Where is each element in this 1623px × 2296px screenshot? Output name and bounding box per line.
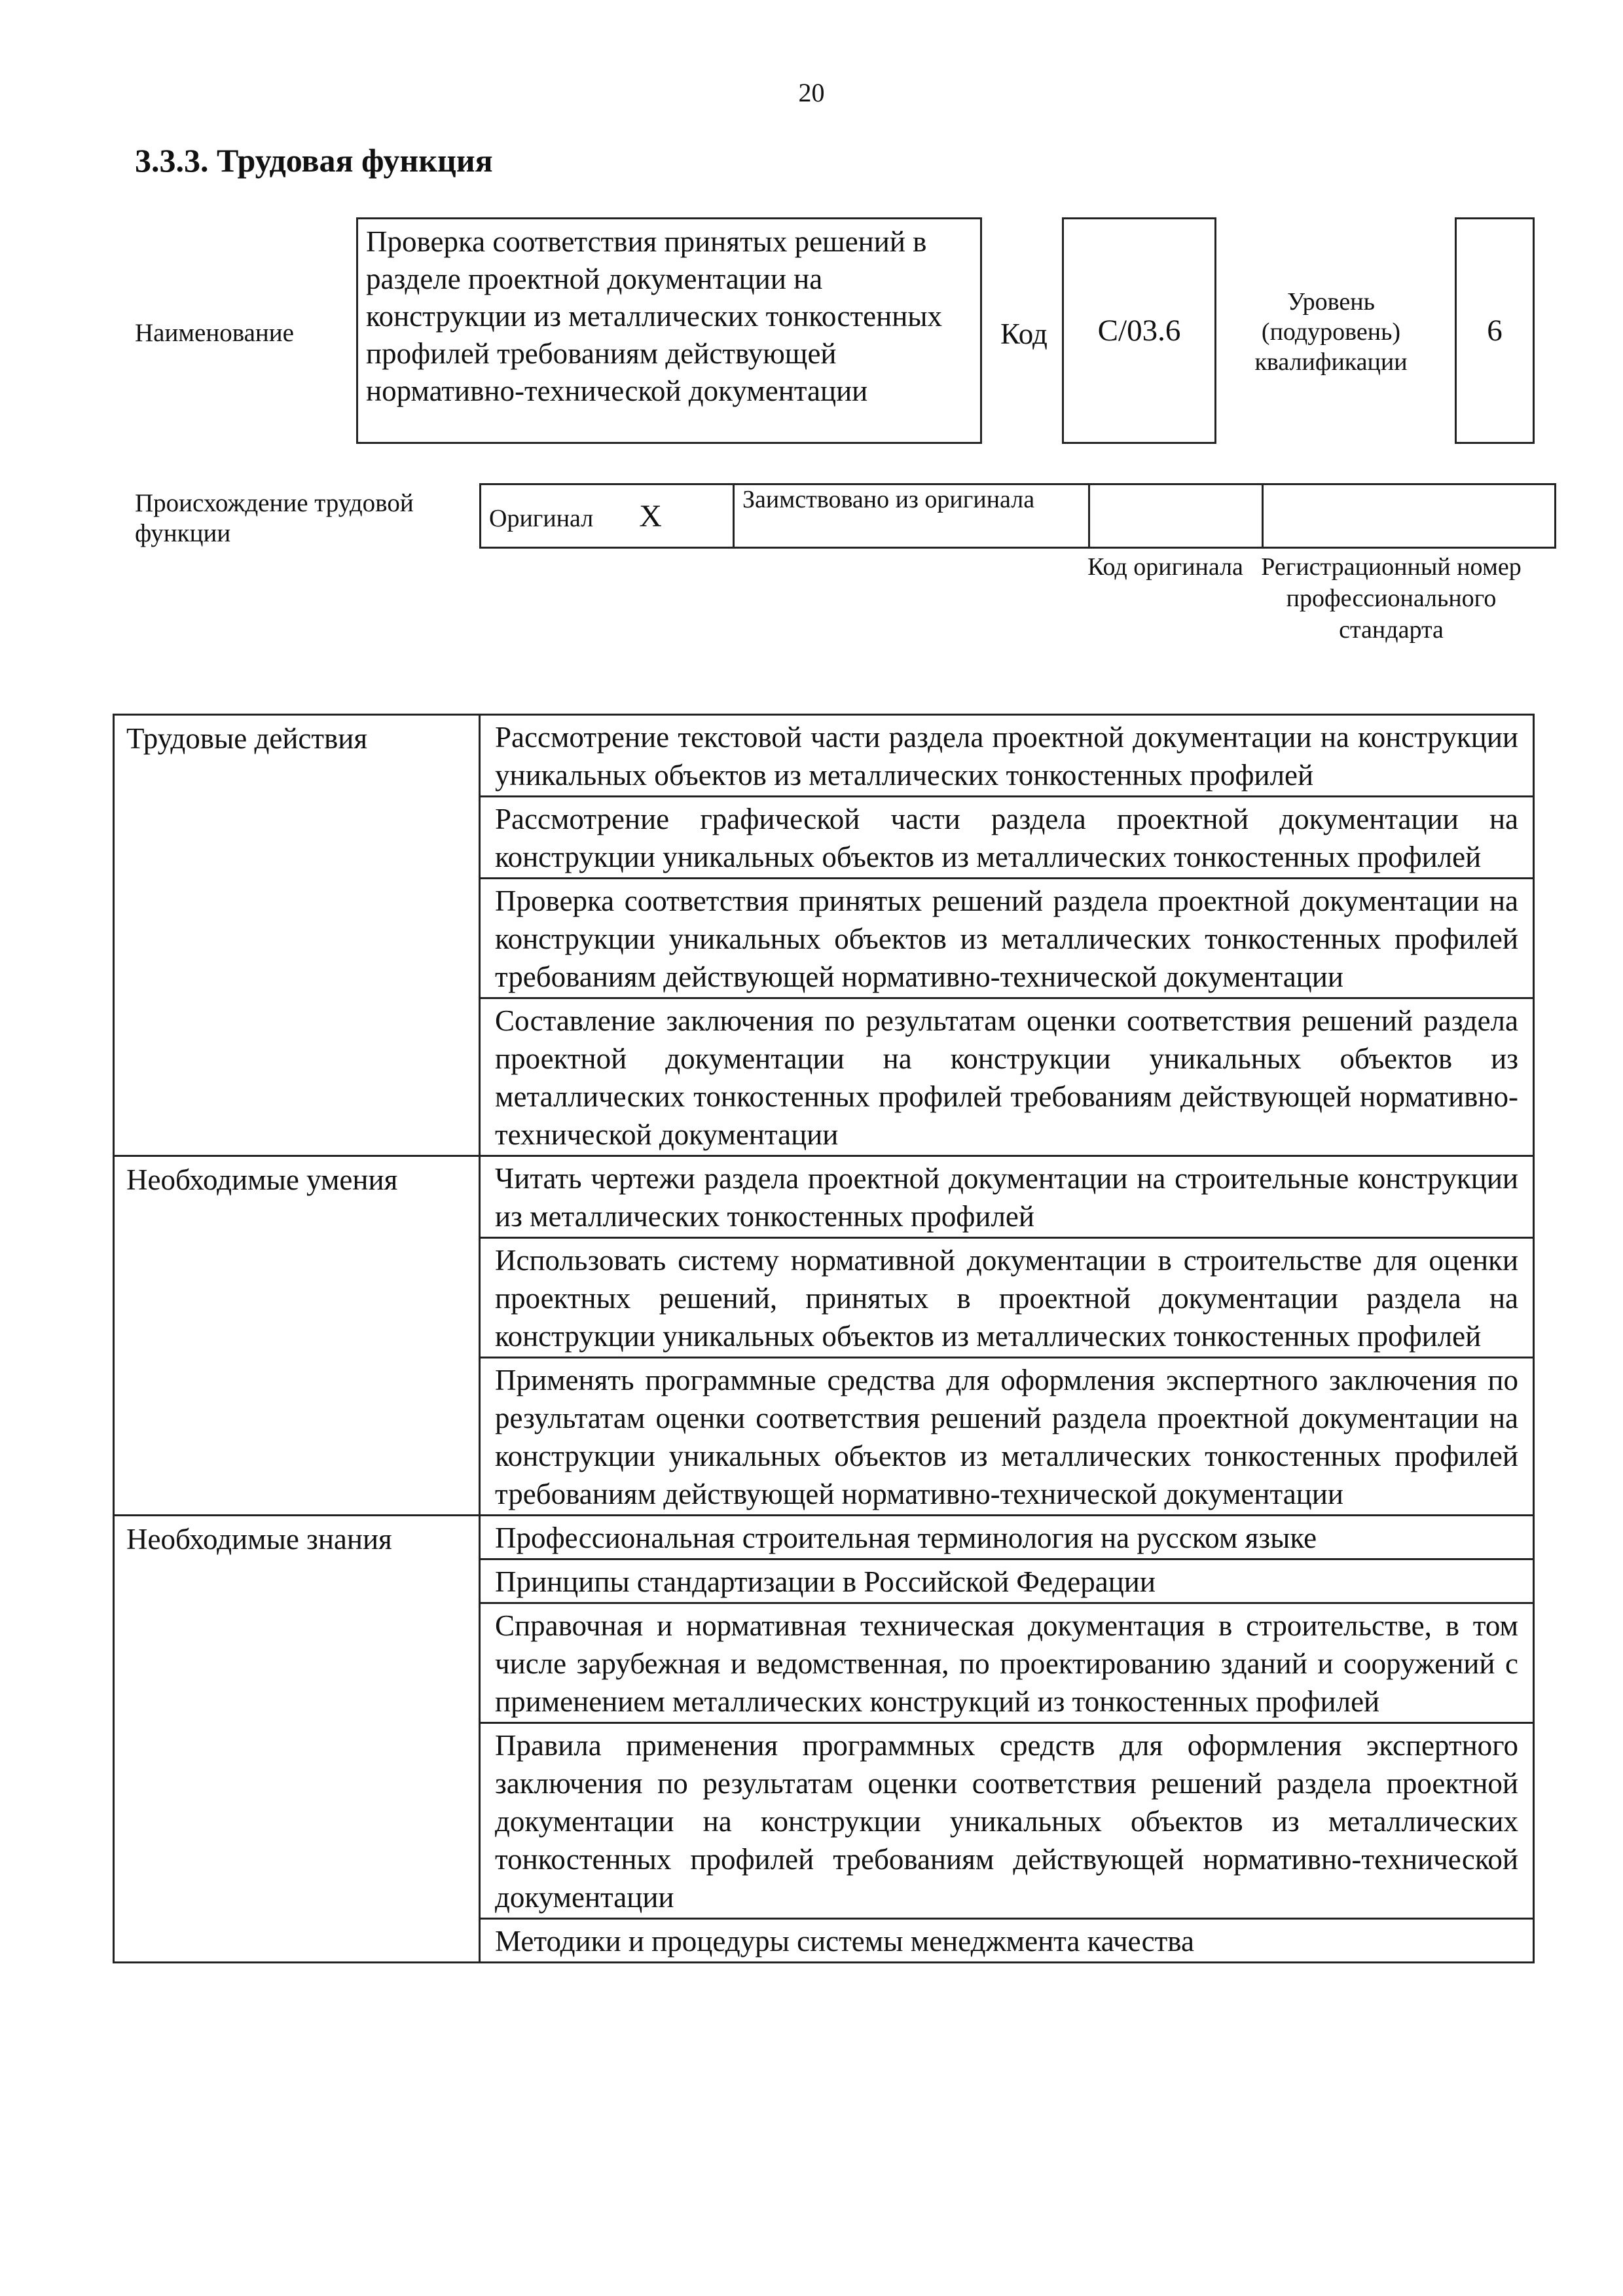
name-label: Наименование xyxy=(135,319,294,347)
section-item: Использовать систему нормативной документации в строительстве для оценки проектных решений, принятых в проектной документации раздела на конструкции уникальных объектов из металлических тонкостенных профилей xyxy=(480,1238,1534,1358)
table-row xyxy=(114,1516,1534,1559)
page-number: 20 xyxy=(798,78,825,107)
section-item: Применять программные средства для оформления экспертного заключения по результатам оценки соответствия решений раздела проектной документации на конструкции уникальных объектов из металлических тонкостенных профилей требованиям действующей нормативно-технической документации xyxy=(480,1358,1534,1516)
code-original-label: Код оригинала xyxy=(1087,553,1243,581)
function-name-box xyxy=(356,217,982,444)
origin-label: Происхождение трудовой функции xyxy=(135,489,414,547)
section-category: Необходимые умения xyxy=(114,1156,480,1516)
level-box xyxy=(1455,217,1535,444)
level-value: 6 xyxy=(1487,314,1503,348)
level-label: Уровень (подуровень) квалификации xyxy=(1254,288,1408,376)
section-item: Правила применения программных средств для оформления экспертного заключения по результатам оценки соответствия решений раздела проектной документации на конструкции уникальных объектов из металлических тонкостенных профилей требованиям действующей нормативно-технической документации xyxy=(480,1723,1534,1919)
code-label: Код xyxy=(1000,318,1048,350)
section-category: Необходимые знания xyxy=(114,1516,480,1963)
origin-mark: X xyxy=(639,498,662,534)
origin-code-cell xyxy=(1089,484,1263,548)
section-item: Читать чертежи раздела проектной документации на строительные конструкции из металлических тонкостенных профилей xyxy=(480,1156,1534,1238)
section-item: Рассмотрение текстовой части раздела проектной документации на конструкции уникальных объектов из металлических тонкостенных профилей xyxy=(480,715,1534,797)
code-box xyxy=(1062,217,1216,444)
section-item: Рассмотрение графической части раздела проектной документации на конструкции уникальных объектов из металлических тонкостенных профилей xyxy=(480,797,1534,879)
section-item: Справочная и нормативная техническая документация в строительстве, в том числе зарубежная и ведомственная, по проектированию зданий и сооружений с применением металлических конструкций из тонкостенных профилей xyxy=(480,1603,1534,1723)
section-item: Проверка соответствия принятых решений раздела проектной документации на конструкции уникальных объектов из металлических тонкостенных профилей требованиям действующей нормативно-технической документации xyxy=(480,879,1534,998)
section-item: Составление заключения по результатам оценки соответствия решений раздела проектной документации на конструкции уникальных объектов из металлических тонкостенных профилей требованиям действующей нормативно-технической документации xyxy=(480,998,1534,1156)
function-name: Проверка соответствия принятых решений в разделе проектной документации на конструкции из металлических тонкостенных профилей требованиям действующей нормативно-технической документации xyxy=(366,225,943,407)
origin-borrowed-label: Заимствовано из оригинала xyxy=(742,486,1035,513)
section-item: Профессиональная строительная терминология на русском языке xyxy=(480,1516,1534,1559)
table-row xyxy=(114,1156,1534,1238)
section-category: Трудовые действия xyxy=(114,715,480,1156)
code-value: C/03.6 xyxy=(1097,314,1181,348)
origin-original-cell xyxy=(481,484,734,548)
section-item: Принципы стандартизации в Российской Федерации xyxy=(480,1559,1534,1603)
section-title: 3.3.3. Трудовая функция xyxy=(135,142,493,179)
origin-reg-cell xyxy=(1263,484,1556,548)
function-details-table xyxy=(113,714,1535,1963)
origin-borrowed-cell xyxy=(734,484,1089,548)
origin-table xyxy=(479,483,1556,549)
table-row xyxy=(114,715,1534,797)
origin-original-label: Оригинал xyxy=(489,504,594,532)
section-item: Методики и процедуры системы менеджмента качества xyxy=(480,1919,1534,1963)
reg-number-label: Регистрационный номер профессионального стандарта xyxy=(1261,553,1522,644)
